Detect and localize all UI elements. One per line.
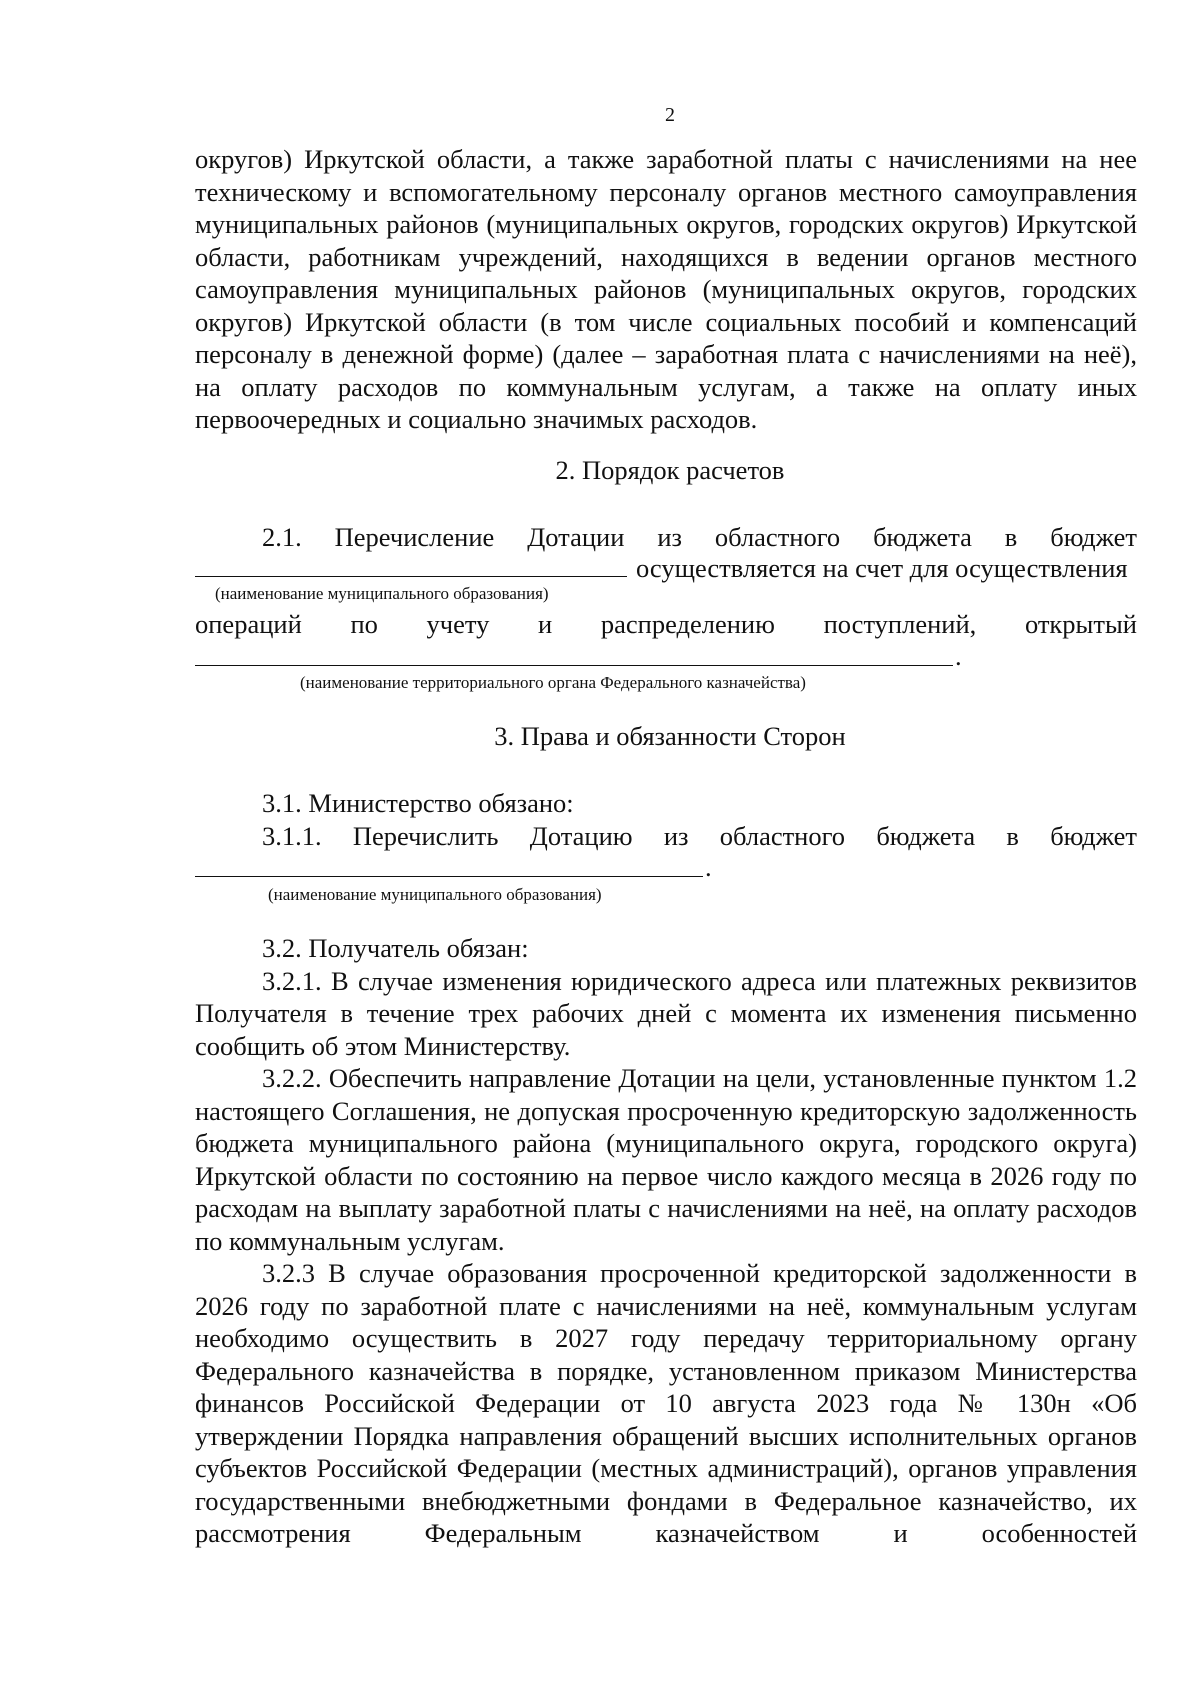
intro-paragraph <box>195 143 1137 436</box>
p21-line-1 <box>262 521 1137 554</box>
p21-after-blank: осуществляется на счет для осуществления <box>636 553 1128 583</box>
section-3-heading: 3. Права и обязанности Сторон <box>494 721 846 751</box>
p21-end: . <box>955 641 962 671</box>
p31: 3.1. Министерство обязано: <box>262 788 574 818</box>
caption-mo-2: (наименование муниципального образования) <box>268 885 602 904</box>
word: учету <box>426 609 490 639</box>
page-number: 2 <box>665 104 675 126</box>
word: по <box>350 609 378 639</box>
p321: 3.2.1. В случае изменения юридического адреса или платежных реквизитов Получателя в течение трех рабочих дней с момента их изменения письменно сообщить об этом Министерству. <box>195 965 1137 1061</box>
p311-end: . <box>705 852 712 882</box>
section-2-heading: 2. Порядок расчетов <box>555 455 785 485</box>
caption-treasury: (наименование территориального органа Федерального казначейства) <box>300 673 806 692</box>
word: распределению <box>600 609 775 639</box>
word: и <box>538 609 553 639</box>
word: областного <box>714 522 841 552</box>
intro-line-rest: техническому и вспомогательному персоналу органов местного самоуправления муниципальных районов (муниципальных округов, городских округов) Иркутской области, работникам учреждений, находящихся в ведении органов местного самоуправления муниципальных районов (муниципальных округов, городских округов) Иркутской области (в том числе социальных пособий и компенсаций персоналу в денежной форме) (далее – заработная плата с начислениями на неё), на оплату расходов по коммунальным услугам, а также на оплату иных первоочередных и социально значимых расходов. <box>195 176 1137 434</box>
word: бюджет <box>1050 821 1137 851</box>
caption-mo: (наименование муниципального образования) <box>215 584 549 603</box>
word: бюджет <box>1050 522 1137 552</box>
p323: 3.2.3 В случае образования просроченной кредиторской задолженности в 2026 году по заработной плате с начислениями на неё, коммунальным услугам необходимо осуществить в 2027 году передачу территориальному органу Федерального казначейства в порядке, установленном приказом Министерства финансов Российской Федерации от 10 августа 2023 года № 130н «Об утверждении Порядка направления обращений высших исполнительных органов субъектов Российской Федерации (местных администраций), органов управления государственными внебюджетными фондами в Федеральное казначейство, их рассмотрения Федеральным казначейством и особенностей <box>195 1258 1137 1548</box>
treasury-blank-line <box>195 665 953 666</box>
word: 2.1. <box>262 522 302 552</box>
word: областного <box>719 821 846 851</box>
word: в <box>1006 821 1019 851</box>
word: бюджета <box>876 821 976 851</box>
p311-line <box>262 820 1137 853</box>
p21-line-3 <box>195 608 1137 641</box>
word: Перечислить <box>352 821 499 851</box>
word: из <box>657 522 682 552</box>
word: Дотации <box>527 522 625 552</box>
word: Перечисление <box>334 522 495 552</box>
word: операций <box>195 609 302 639</box>
section-3-2-block <box>195 932 1137 1550</box>
word: из <box>663 821 689 851</box>
word: 3.1.1. <box>262 821 322 851</box>
p32: 3.2. Получатель обязан: <box>262 933 529 963</box>
word: в <box>1004 522 1018 552</box>
word: поступлений, <box>823 609 977 639</box>
mo-blank-line <box>195 576 627 577</box>
mo-blank-line-2 <box>195 876 703 877</box>
word: бюджета <box>873 522 972 552</box>
intro-line-1: округов) Иркутской области, а также заработной платы с начислениями на нее <box>195 144 1137 174</box>
word: Дотацию <box>529 821 633 851</box>
word: открытый <box>1024 609 1137 639</box>
p322: 3.2.2. Обеспечить направление Дотации на цели, установленные пунктом 1.2 настоящего Соглашения, не допуская просроченную кредиторскую задолженность бюджета муниципального района (муниципального округа, городского округа) Иркутской области по состоянию на первое число каждого месяца в 2026 году по расходам на выплату заработной платы с начислениями на неё, на оплату расходов по коммунальным услугам. <box>195 1063 1137 1256</box>
